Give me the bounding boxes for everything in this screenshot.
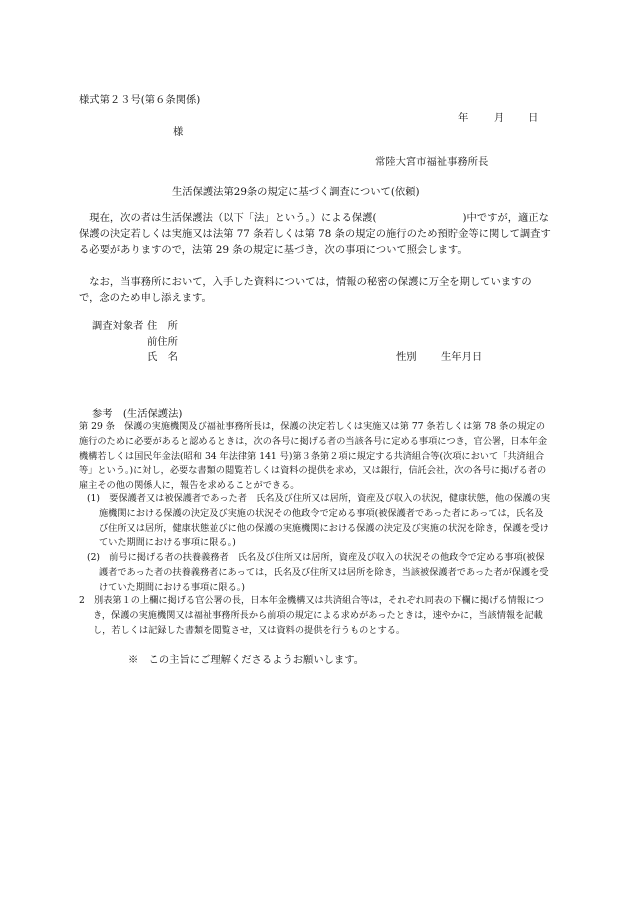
date-year-label: 年 [458,112,469,124]
subject-name-label: 氏 名 [147,351,178,363]
form-number: 様式第２３号(第６条関係) [79,94,201,106]
reference-article-29: 第 29 条 保護の実施機関及び福祉事務所長は，保護の決定若しくは実施又は第 77 条若しくは第 78 条の規定の施行のために必要があると認めるときは，次の各号に掲げる者の当該各号に定める事項につき，官公署，日本年金機構若しくは国民年金法(昭和 34 年法律第 141 号)第３条第２項に規定する共済組合等(次項において「共済組合等」という。)に対し，必要な書類の閲覧若しくは資料の提供を求め，又は銀行，信託会社，次の各号に掲げる者の雇主その他の関係人に，報告を求めることができる。 [79,421,548,492]
reference-title: 参考 (生活保護法) [92,408,183,420]
closing-note: ※ この主旨にご理解くださるようお願いします。 [128,654,365,666]
document-title: 生活保護法第29条の規定に基づく調査について(依頼) [172,186,420,198]
subject-previous-address-label: 前住所 [147,336,178,348]
reference-paragraph-2: 2 別表第１の上欄に掲げる官公署の長，日本年金機構又は共済組合等は，それぞれ同表の下欄に掲げる情報につき，保護の実施機関又は福祉事務所長から前項の規定による求めがあったときは，速やかに，当該情報を記載し，若しくは記録した書類を閲覧させ，又は資料の提供を行うものとする。 [79,595,545,636]
subject-birth-date-label: 生年月日 [441,351,483,363]
body-paragraph-1-part-b: )中ですが，適正な保護の決定若しくは実施又は法第 77 条若しくは第 78 条の規定の施行のため預貯金等に関して調査する必要がありますので，法第 29 条の規定に基づき，次の事項について照会します。 [79,212,551,256]
body-paragraph-1 [79,210,551,258]
body-paragraph-2: なお，当事務所において，入手した資料については，情報の秘密の保護に万全を期していますので，念のため申し添えます。 [79,276,532,304]
subject-sex-label: 性別 [396,351,417,363]
date-month-label: 月 [494,112,505,124]
sender-name: 常陸大宮市福祉事務所長 [375,156,489,168]
body-paragraph-1-part-a: 現在，次の者は生活保護法（以下「法」という。）による保護( [89,212,377,224]
reference-item-2: (2) 前号に掲げる者の扶養義務者 氏名及び住所又は居所，資産及び収入の状況その他政令で定める事項(被保護者であった者の扶養義務者にあっては，氏名及び住所又は居所を除き，当該被保護者であった者が保護を受けていた期間における事項に限る。) [87,552,549,593]
addressee-suffix: 様 [173,126,184,138]
date-day-label: 日 [528,112,539,124]
subject-address-label: 住 所 [147,320,178,332]
subject-label: 調査対象者 [92,320,144,332]
reference-item-1: (1) 要保護者又は被保護者であった者 氏名及び住所又は居所，資産及び収入の状況，健康状態，他の保護の実施機関における保護の決定及び実施の状況その他政令で定める事項(被保護者であった者にあっては，氏名及び住所又は居所，健康状態並びに他の保護の実施機関における保護の決定及び実施の状況を除き，保護を受けていた期間における事項に限る。) [87,493,551,549]
